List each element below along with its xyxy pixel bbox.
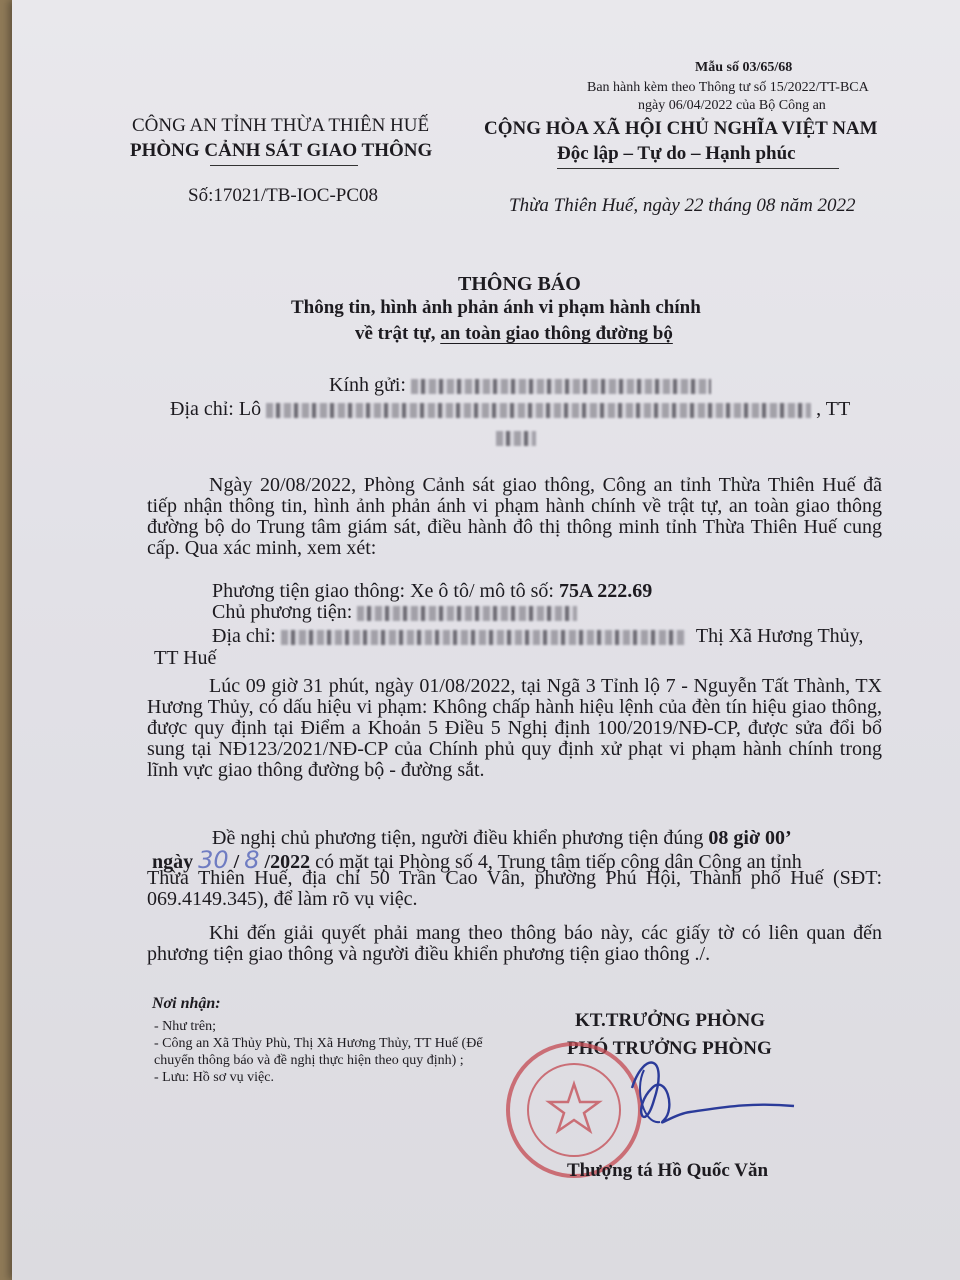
recipient-item: - Như trên;: [154, 1019, 217, 1034]
vehicle-line: Phương tiện giao thông: Xe ô tô/ mô tô số: 75A 222.69: [212, 580, 653, 602]
request-date-line: ngày 30 / 8 /2022 có mặt tại Phòng số 4, Trung tâm tiếp công dân Công an tỉnh: [152, 846, 802, 874]
redacted-address-2: [496, 431, 536, 446]
agency-name: PHÒNG CẢNH SÁT GIAO THÔNG: [130, 140, 433, 161]
seal-star-icon: [549, 1084, 599, 1131]
redacted-address: [266, 403, 811, 418]
agency-parent: CÔNG AN TỈNH THỪA THIÊN HUẾ: [132, 115, 430, 136]
request-line1: Đề nghị chủ phương tiện, người điều khiển phương tiện đúng 08 giờ 00’: [212, 827, 792, 849]
signature-stroke: [632, 1063, 794, 1123]
handwritten-month: 8: [244, 846, 260, 874]
seal-inner-ring: [528, 1064, 620, 1156]
document-number: Số:17021/TB-IOC-PC08: [188, 185, 379, 206]
form-issuance-line1: Ban hành kèm theo Thông tư số 15/2022/TT-BCA: [587, 80, 869, 95]
recipients-heading: Nơi nhận:: [152, 995, 221, 1012]
recipient-address: Địa chỉ: Lô , TT: [170, 398, 851, 420]
national-title: CỘNG HÒA XÃ HỘI CHỦ NGHĨA VIỆT NAM: [484, 118, 878, 139]
signer-title-1: KT.TRƯỞNG PHÒNG: [575, 1010, 765, 1031]
recipient-address-cont: [496, 425, 536, 449]
handwritten-day: 30: [198, 846, 229, 874]
signer-title-2: PHÓ TRƯỞNG PHÒNG: [567, 1038, 772, 1059]
motto-underline: [557, 168, 839, 169]
owner-address-cont: TT Huế: [154, 647, 217, 669]
document-page: [12, 0, 960, 1280]
recipient-line: Kính gửi:: [329, 373, 711, 397]
official-seal-and-signature: [494, 1030, 824, 1180]
subtitle-line1: Thông tin, hình ảnh phản ánh vi phạm hành chính: [291, 297, 701, 318]
paragraph-closing: Khi đến giải quyết phải mang theo thông báo này, các giấy tờ có liên quan đến phương tiện giao thông và người điều khiển phương tiện giao thông ./.: [147, 922, 882, 965]
recipient-item: - Lưu: Hồ sơ vụ việc.: [154, 1070, 274, 1085]
signature-loop: [640, 1070, 660, 1122]
redacted-owner: [357, 606, 577, 621]
redacted-owner-address: [281, 630, 686, 645]
agency-underline: [210, 165, 358, 166]
recipients-list: [154, 1018, 484, 1086]
signer-name: Thượng tá Hồ Quốc Văn: [567, 1160, 769, 1181]
request-continuation: Thừa Thiên Huế, địa chỉ 50 Trần Cao Vân, phường Phú Hội, Thành phố Huế (SĐT: 069.4149.345), để làm rõ vụ việc.: [147, 867, 882, 910]
paragraph-violation: Lúc 09 giờ 31 phút, ngày 01/08/2022, tại Ngã 3 Tỉnh lộ 7 - Nguyễn Tất Thành, TX Hương Thủy, có dấu hiệu vi phạm: Không chấp hành hiệu lệnh của đèn tín hiệu giao thông, được quy định tại Điểm a Khoản 5 Điều 5 Nghị định 100/2019/NĐ-CP, được sửa đổi bổ sung tại NĐ123/2021/NĐ-CP của Chính phủ quy định xử phạt vi phạm hành chính trong lĩnh vực giao thông đường bộ - đường sắt.: [147, 675, 882, 781]
owner-line: Chủ phương tiện:: [212, 600, 577, 624]
national-motto: Độc lập – Tự do – Hạnh phúc: [557, 143, 796, 164]
recipient-item: - Công an Xã Thủy Phù, Thị Xã Hương Thủy, TT Huế (Để chuyển thông báo và đề nghị thực hiện theo quy định) ;: [154, 1036, 483, 1068]
form-issuance-line2: ngày 06/04/2022 của Bộ Công an: [638, 98, 826, 113]
date-line: Thừa Thiên Huế, ngày 22 tháng 08 năm 2022: [509, 195, 856, 216]
owner-address-line: Địa chỉ: Thị Xã Hương Thủy,: [212, 625, 864, 647]
form-number: Mẫu số 03/65/68: [695, 60, 793, 75]
paragraph-intro: Ngày 20/08/2022, Phòng Cảnh sát giao thông, Công an tỉnh Thừa Thiên Huế đã tiếp nhận thông tin, hình ảnh phản ánh vi phạm hành chính về trật tự, an toàn giao thông đường bộ do Trung tâm giám sát, điều hành đô thị thông minh tỉnh Thừa Thiên Huế cung cấp. Qua xác minh, xem xét:: [147, 474, 882, 559]
document-title: THÔNG BÁO: [458, 273, 581, 295]
subtitle-line2: về trật tự, an toàn giao thông đường bộ: [355, 323, 673, 344]
redacted-name: [411, 379, 711, 394]
